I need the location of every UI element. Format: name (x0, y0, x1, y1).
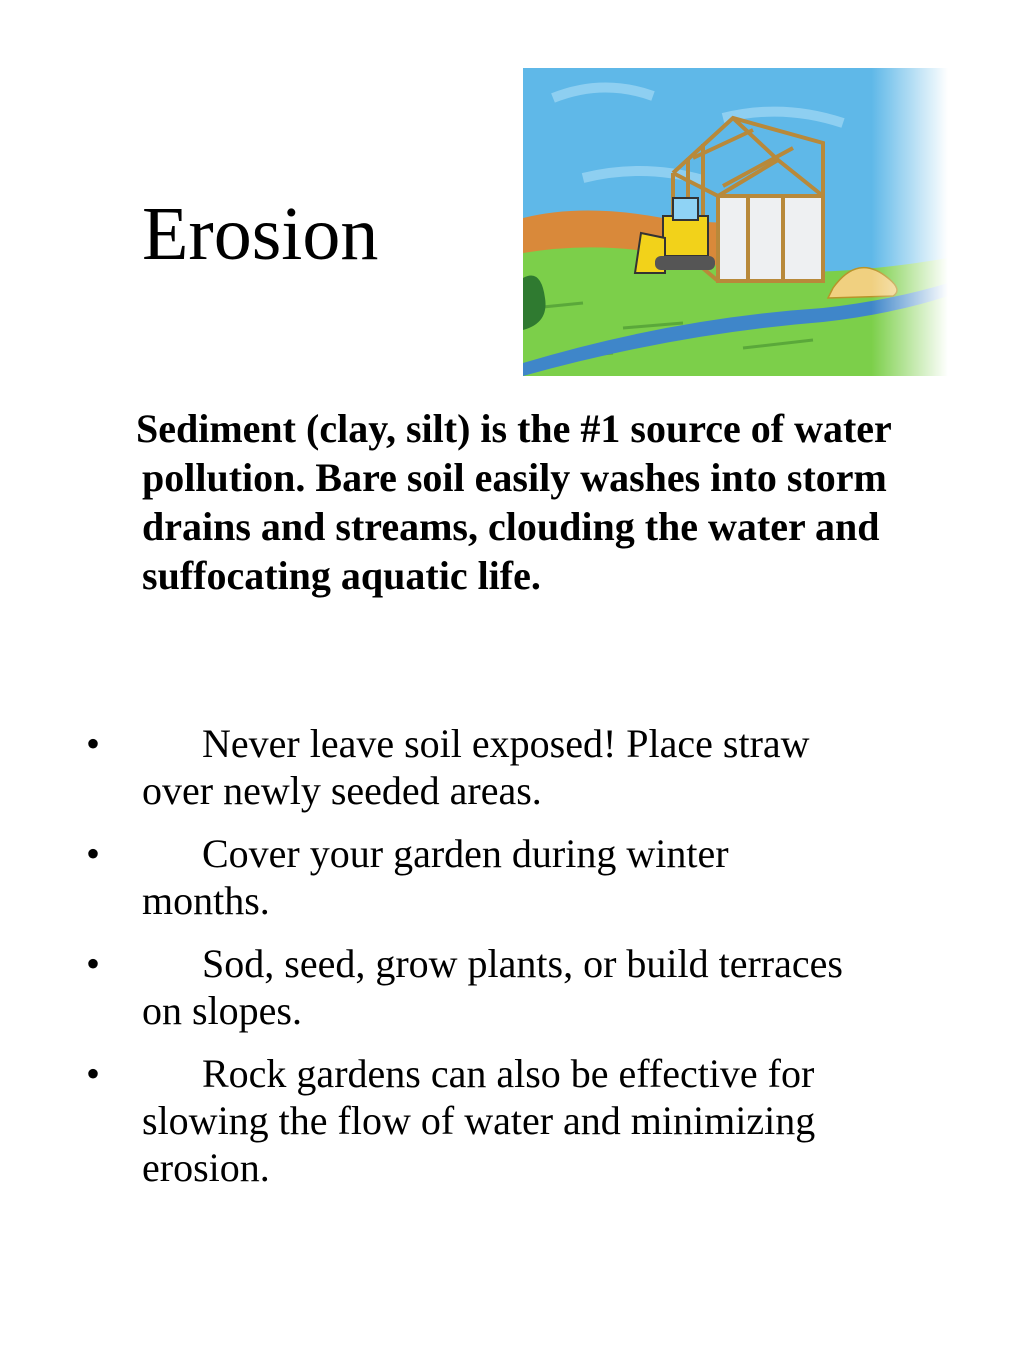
list-item (0, 720, 862, 814)
bullet-icon: • (86, 831, 101, 876)
bullet-icon: • (86, 721, 101, 766)
tips-list (0, 720, 1024, 1207)
list-item-text: Never leave soil exposed! Place straw over newly seeded areas. (142, 721, 810, 813)
list-item-text: Rock gardens can also be effective for slowing the flow of water and minimizing erosion. (142, 1051, 816, 1190)
list-item (0, 830, 862, 924)
page-title: Erosion (142, 192, 379, 276)
list-item (0, 1050, 862, 1191)
list-item-text: Cover your garden during winter months. (142, 831, 729, 923)
construction-site-illustration (523, 68, 948, 376)
bullet-icon: • (86, 1051, 101, 1096)
list-item-text: Sod, seed, grow plants, or build terraces on slopes. (142, 941, 843, 1033)
list-item (0, 940, 862, 1034)
intro-paragraph: Sediment (clay, silt) is the #1 source of water pollution. Bare soil easily washes into storm drains and streams, clouding the water and suffocating aquatic life. (136, 406, 892, 598)
bullet-icon: • (86, 941, 101, 986)
